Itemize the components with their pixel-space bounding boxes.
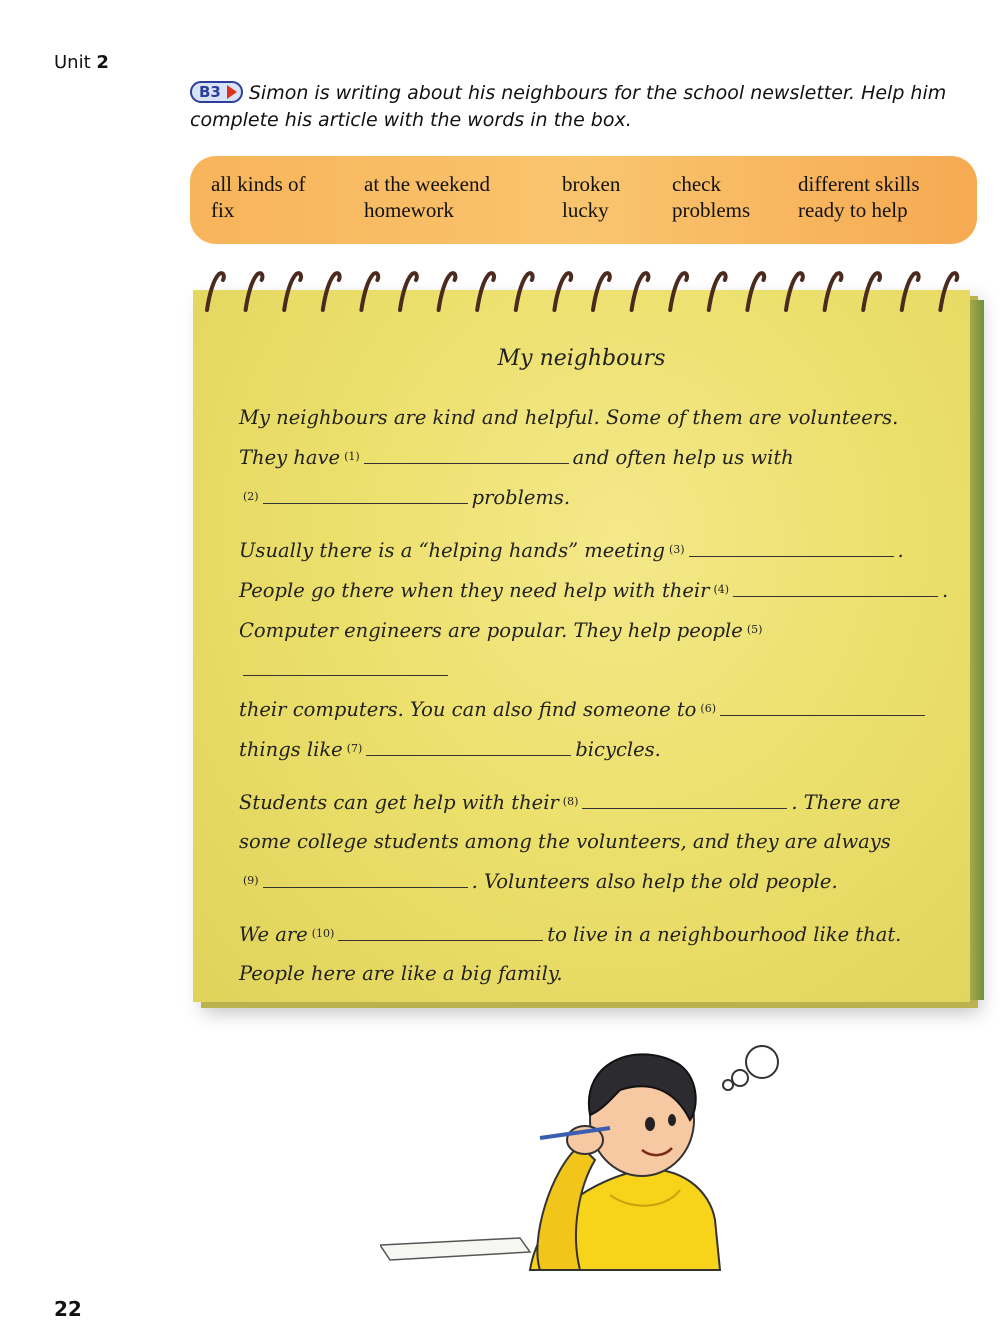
spiral-ring: [747, 273, 764, 310]
spiral-ring: [670, 273, 687, 310]
boy-thinking-illustration: [380, 1020, 800, 1280]
word-option: broken: [562, 172, 621, 196]
article-title: My neighbours: [497, 346, 666, 371]
answer-blank-2[interactable]: [263, 485, 468, 504]
spiral-ring: [439, 273, 456, 310]
paragraph-2: Usually there is a “helping hands” meeting $^{(3)}$ . People go there when they need help with their $^{(4)}$ . Computer engineers are popular. They help people $^{(5)}$ their computers. You can also find someone to $^{(6)}$ things like $^{(7)}$ bicycles.: [239, 539, 949, 761]
answer-blank-5[interactable]: [243, 657, 448, 676]
unit-word: Unit: [54, 52, 91, 73]
word-option: problems: [672, 198, 751, 222]
spiral-ring: [246, 273, 263, 310]
word-option: lucky: [562, 198, 609, 222]
spiral-ring: [323, 273, 340, 310]
word-option: homework: [364, 198, 454, 222]
spiral-ring: [207, 273, 224, 310]
answer-blank-10[interactable]: [338, 922, 543, 941]
word-option: all kinds of: [211, 172, 306, 196]
word-box: [190, 156, 977, 244]
answer-blank-1[interactable]: [364, 445, 569, 464]
notebook-spiral-binding: [193, 268, 973, 314]
paragraph-3: Students can get help with their $^{(8)}$ . There are some college students among the volunteers, and they are always $^{(9)}$ . Volunteers also help the old people.: [239, 791, 901, 893]
thought-bubble-icon: [746, 1046, 778, 1078]
article-text: [239, 398, 949, 1006]
word-option: check: [672, 172, 721, 196]
spiral-ring: [284, 273, 301, 310]
unit-number: 2: [96, 52, 109, 73]
instruction-text: Simon is writing about his neighbours for the school newsletter. Help him complete his article with the words in the box.: [190, 82, 947, 131]
page-number: 22: [54, 1297, 82, 1321]
spiral-ring: [516, 273, 533, 310]
spiral-ring: [940, 273, 957, 310]
spiral-ring: [786, 273, 803, 310]
spiral-ring: [361, 273, 378, 310]
answer-blank-8[interactable]: [582, 790, 787, 809]
spiral-ring: [902, 273, 919, 310]
answer-blank-6[interactable]: [720, 697, 925, 716]
paragraph-1: My neighbours are kind and helpful. Some of them are volunteers. They have $^{(1)}$ and often help us with $^{(2)}$ problems.: [239, 406, 899, 509]
exercise-badge: B3: [190, 81, 243, 103]
spiral-ring: [825, 273, 842, 310]
spiral-ring: [709, 273, 726, 310]
answer-blank-9[interactable]: [263, 869, 468, 888]
word-option: ready to help: [798, 198, 908, 222]
answer-blank-4[interactable]: [733, 578, 938, 597]
word-option: fix: [211, 198, 235, 222]
spiral-ring: [593, 273, 610, 310]
exercise-instruction: [190, 80, 960, 134]
play-arrow-icon: [227, 85, 237, 99]
spiral-ring: [632, 273, 649, 310]
word-option: different skills: [798, 172, 920, 196]
notebook-page: [193, 290, 970, 1002]
spiral-ring: [400, 273, 417, 310]
paragraph-4: We are $^{(10)}$ to live in a neighbourhood like that. People here are like a big family.: [239, 923, 902, 985]
answer-blank-3[interactable]: [689, 538, 894, 557]
answer-blank-7[interactable]: [366, 737, 571, 756]
word-option: at the weekend: [364, 172, 490, 196]
spiral-ring: [863, 273, 880, 310]
spiral-ring: [554, 273, 571, 310]
spiral-ring: [477, 273, 494, 310]
unit-label: [54, 52, 109, 73]
